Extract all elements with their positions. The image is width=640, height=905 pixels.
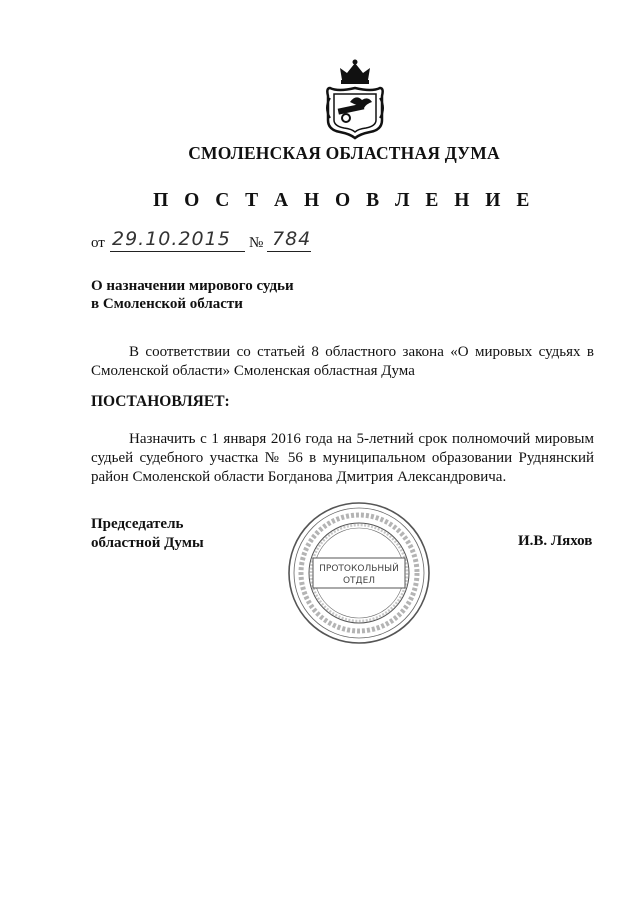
- signer-title-line-2: областной Думы: [91, 535, 204, 551]
- decree-heading: ПОСТАНОВЛЯЕТ:: [91, 393, 230, 410]
- number-underline: [267, 251, 311, 252]
- resolution-paragraph: Назначить с 1 января 2016 года на 5-летний срок полномочий мировым судьей судебного участка № 56 в муниципальном образовании Руднянский район Смоленской области Богданова Дмитрия Александровича.: [91, 431, 594, 485]
- seal-center-line-2: ОТДЕЛ: [342, 576, 376, 586]
- document-type: П О С Т А Н О В Л Е Н И Е: [153, 190, 535, 211]
- seal-center-line-1: ПРОТОКОЛЬНЫЙ: [319, 564, 399, 574]
- signer-name: И.В. Ляхов: [518, 533, 593, 549]
- number-value: 784: [272, 228, 312, 250]
- coat-of-arms-icon: [320, 58, 390, 140]
- preamble-paragraph: В соответствии со статьей 8 областного закона «О мировых судьях в Смоленской области» Смоленская областная Дума: [91, 344, 594, 379]
- date-value: 29.10.2015: [112, 228, 231, 250]
- date-underline: [110, 251, 245, 252]
- subject-line-2: в Смоленской области: [91, 296, 243, 312]
- signer-title-line-1: Председатель: [91, 516, 184, 532]
- official-seal: [286, 500, 432, 646]
- subject: [91, 277, 294, 313]
- signer-title: [91, 515, 204, 553]
- date-number-line: [91, 228, 321, 258]
- number-prefix: №: [249, 235, 264, 251]
- org-name: СМОЛЕНСКАЯ ОБЛАСТНАЯ ДУМА: [188, 143, 500, 163]
- subject-line-1: О назначении мирового судьи: [91, 278, 294, 294]
- date-prefix: от: [91, 235, 105, 251]
